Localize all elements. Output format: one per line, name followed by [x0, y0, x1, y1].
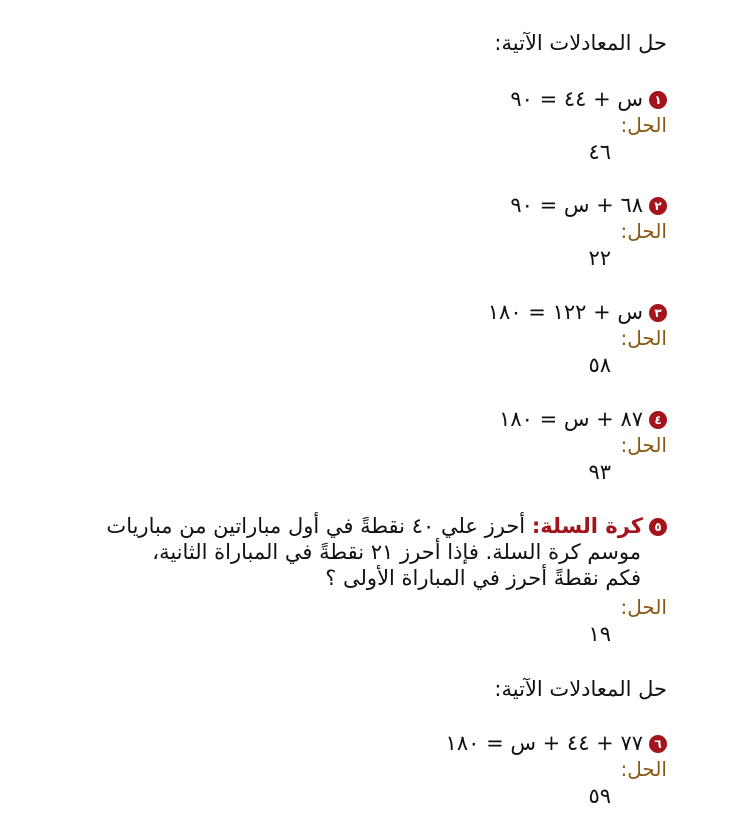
solution-label: الحل: — [620, 326, 667, 350]
equation-text: ٦٨ + س = ٩٠ — [510, 193, 643, 217]
solution-label: الحل: — [620, 113, 667, 137]
equation-1 — [510, 86, 667, 112]
equation-text: س + ٤٤ = ٩٠ — [510, 87, 643, 111]
solution-label: الحل: — [620, 595, 667, 619]
word-problem-text: أحرز علي ٤٠ نقطةً في أول مباراتين من مباريات — [106, 514, 526, 538]
number-badge: ٥ — [649, 518, 667, 536]
word-problem-line-3: فكم نقطةً أحرز في المباراة الأولى ؟ — [325, 566, 641, 590]
answer-4: ٩٣ — [588, 460, 611, 484]
solution-label: الحل: — [620, 757, 667, 781]
solution-label: الحل: — [620, 219, 667, 243]
solution-label: الحل: — [620, 433, 667, 457]
equation-4 — [499, 406, 667, 432]
section-heading: حل المعادلات الآتية: — [494, 677, 667, 701]
answer-1: ٤٦ — [588, 140, 611, 164]
equation-text: ٧٧ + ٤٤ + س = ١٨٠ — [445, 731, 643, 755]
equation-text: ٨٧ + س = ١٨٠ — [499, 407, 643, 431]
equation-2 — [510, 192, 667, 218]
word-problem-line-1 — [67, 513, 667, 539]
section-heading: حل المعادلات الآتية: — [494, 31, 667, 55]
number-badge: ٢ — [649, 197, 667, 215]
equation-3 — [488, 299, 667, 325]
equation-6 — [446, 730, 667, 756]
number-badge: ١ — [649, 91, 667, 109]
answer-2: ٢٢ — [588, 246, 611, 270]
answer-5: ١٩ — [588, 622, 611, 646]
number-badge: ٦ — [649, 735, 667, 753]
equation-text: س + ١٢٢ = ١٨٠ — [487, 300, 643, 324]
word-problem-title: كرة السلة: — [531, 514, 643, 538]
number-badge: ٤ — [649, 411, 667, 429]
answer-3: ٥٨ — [588, 353, 611, 377]
word-problem-line-2: موسم كرة السلة. فإذا أحرز ٢١ نقطةً في المباراة الثانية، — [152, 540, 641, 564]
number-badge: ٣ — [649, 304, 667, 322]
answer-6: ٥٩ — [588, 784, 611, 808]
word-problem — [67, 513, 667, 591]
